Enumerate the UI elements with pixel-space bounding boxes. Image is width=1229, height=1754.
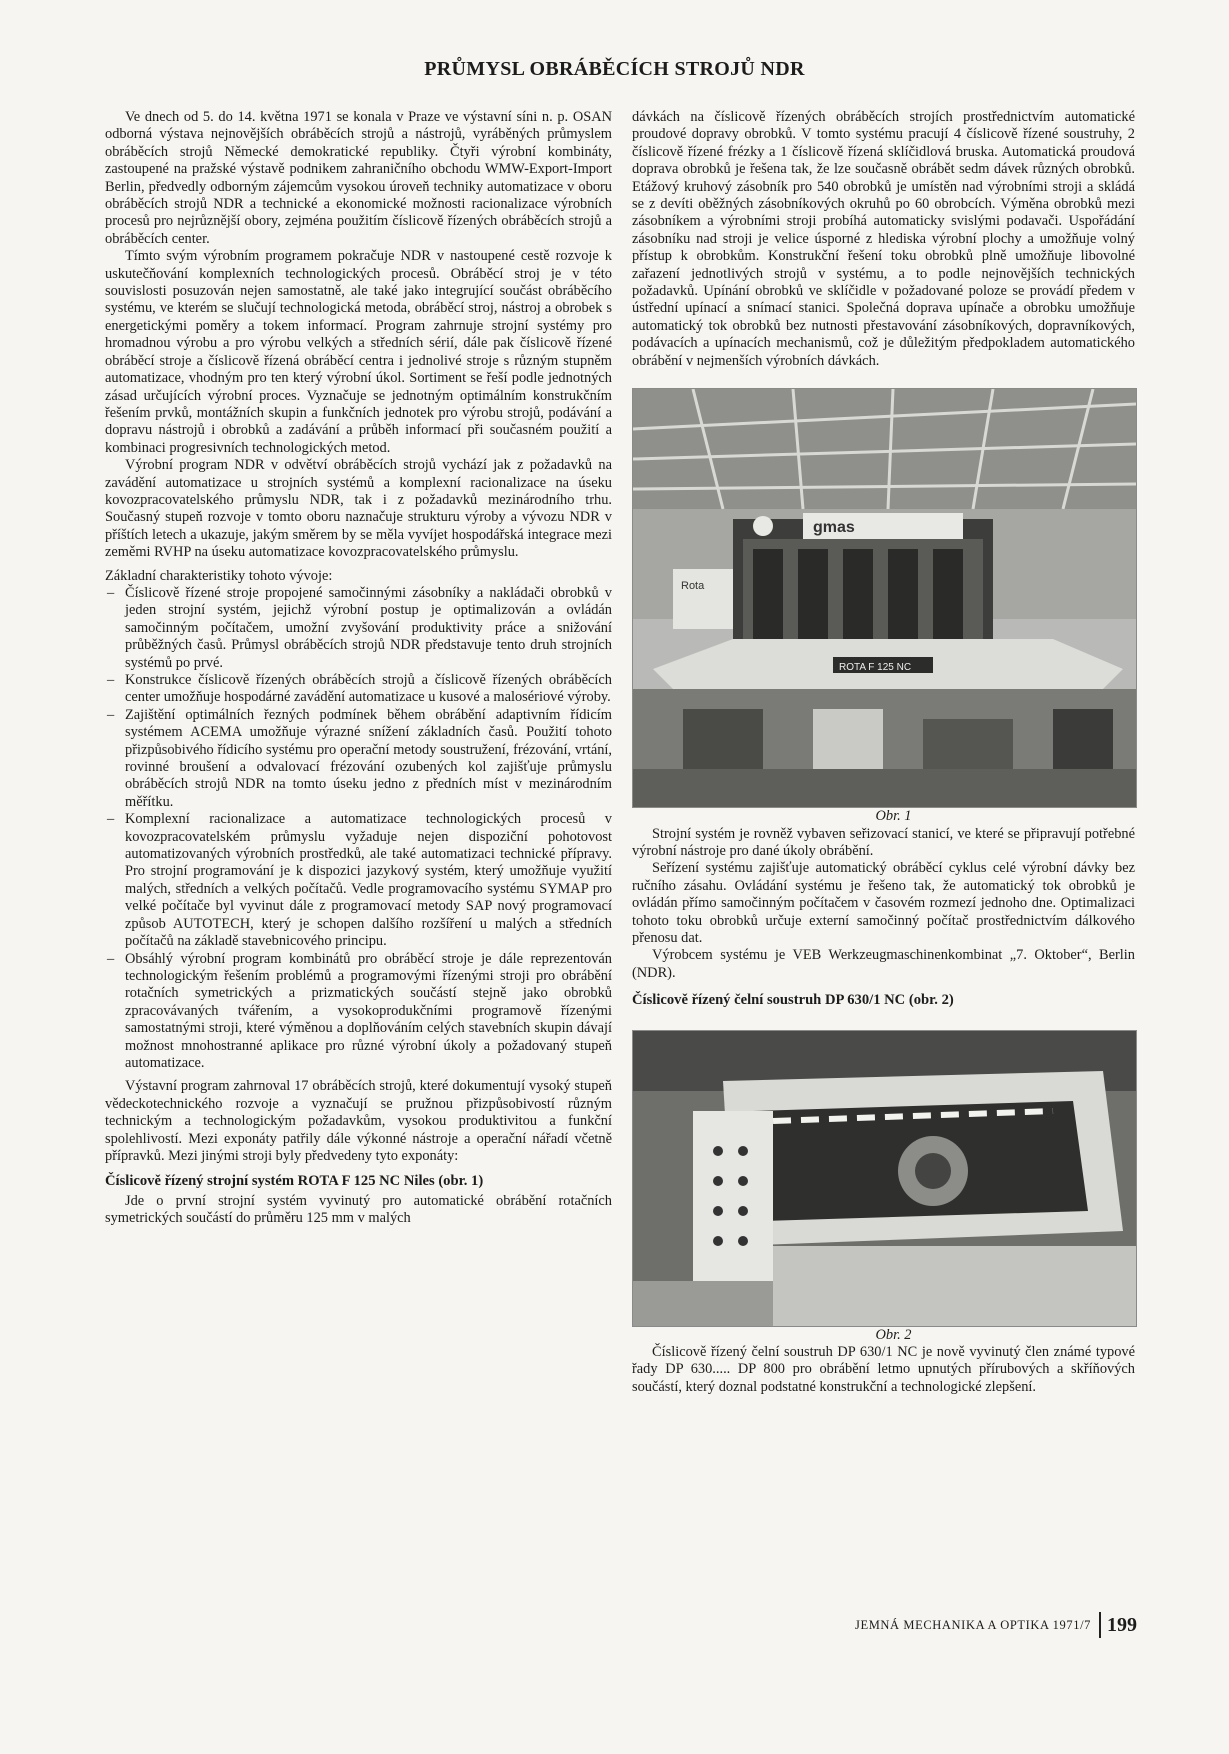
sign-gmas: gmas [813, 519, 855, 537]
characteristics-list [105, 585, 612, 1072]
page-number: 199 [1107, 1613, 1137, 1636]
right-column [632, 109, 1135, 1396]
figure-1-photo [632, 388, 1137, 808]
paragraph-dp630: Číslicově řízený čelní soustruh DP 630/1 NC je nově vyvinutý člen známé typové řady DP 630..... DP 800 pro obrábění letmo upnutých přírubových a skříňových součástí, který doznal podstatné konstrukční a technologické zlepšení. [632, 1343, 1135, 1395]
paragraph-exhibits: Výstavní program zahrnoval 17 obráběcích strojů, které dokumentují vysoký stupeň vědeckotechnického rozvoje a vyznačují se pružnou přizpůsobivostí různým technickým a technologickým požadavkům, vysokou produktivitou a funkční spolehlivostí. Mezi exponáty patřily dále výkonné nástroje a operační nářadí včetně přípravků. Mezi jinými stroji byly předvedeny tyto exponáty: [105, 1078, 612, 1164]
left-column [105, 109, 612, 1228]
paragraph-rota-continued: dávkách na číslicově řízených obráběcích strojích prostřednictvím automatické proudové dopravy obrobků. V tomto systému pracují 4 číslicově řízené soustruhy, 2 číslicově řízené frézky a 1 číslicově řízená sklíčidlová bruska. Automatická proudová doprava obrobků je řešena tak, že lze současně obrábět sedm dávek různých obrobků. Etážový kruhový zásobník pro 540 obrobků je umístěn nad výrobními stroji a skládá se z devíti oběžných zásobníkových okruhů po 60 obrobcích. Výměna obrobků mezi zásobníkem a výrobními stroji probíhá automaticky svislými podavači. Uspořádání zásobníku nad stroji je velice úsporné z hlediska výrobní plochy a umožňuje volný přístup k obrobkům. Konstrukční řešení toku obrobků plně umožňuje libovolné zařazení jednotlivých strojů v systému, a to podle nejnovějších technických požadavků. Upínání obrobků ve sklíčidle v požadované poloze se provádí předem v ústřední upínací a snímací stanici. Společná doprava upínače a obrobku umožňuje automatický tok obrobků bez nutnosti přestavování zásobníkových, dopravníkových, podávacích a upínacích mechanismů, což je důležitým předpokladem automatického obrábění v nejmenších výrobních dávkách. [632, 109, 1135, 369]
emblem-icon [753, 516, 773, 536]
figure-2-caption: Obr. 2 [875, 1326, 912, 1343]
list-item: – Zajištění optimálních řezných podmínek během obrábění adaptivním řídicím systémem ACEMA umožňuje výrazné snížení základních časů. Použití tohoto přizpůsobivého řídicího systému pro operační metody soustružení, frézování, vrtání, rovinné broušení a odvalovací frézování ozubených kol zajišťuje průmyslu obráběcích strojů NDR na tomto úseku jedno z předních míst v mezinárodním měřítku. [105, 707, 612, 811]
intro-paragraph: Ve dnech od 5. do 14. května 1971 se konala v Praze ve výstavní síni n. p. OSAN odborná výstava nejnovějších obráběcích strojů a nástrojů, vyráběných průmyslem obráběcích strojů Německé demokratické republiky. Čtyři výrobní kombináty, zastoupené na pražské výstavě podnikem zahraničního obchodu WMW-Export-Import Berlin, předvedly odborným zájemcům vysokou úroveň techniky automatizace v oboru obráběcích strojů NDR a technické a ekonomické možnosti racionalizace výrobních procesů pro nejrůznější obory, zejména použitím číslicově řízených obráběcích strojů a obráběcích center. [105, 109, 612, 247]
list-item: – Komplexní racionalizace a automatizace technologických procesů v kovozpracovatelském průmyslu vyžaduje nejen dispoziční pohotovost automatizovaných výrobních prostředků, ale také automatizaci technické přípravy. Pro strojní programování je k dispozici jazykový systém, který umožňuje využití malých, středních a velkých počítačů. Vedle programovacího systému SYMAP pro velké počítače byl vyvinut dále z programovací metody SAP nový programovací způsob AUTOTECH, který je schopen dalšího rozšíření u malých a středních počítačů na základě stavebnicového principu. [105, 811, 612, 950]
paragraph-ndr-program: Výrobní program NDR v odvětví obráběcích strojů vychází jak z požadavků na zavádění automatizace u strojních systémů a komplexní racionalizace na úseku kovozpracovatelského průmyslu NDR, tak i z požadavků mezinárodního trhu. Současný stupeň rozvoje v tomto oboru naznačuje strukturu výroby a vývozu NDR v příštích letech a ukazuje, jakým směrem by se měla vyvíjet hospodářská integrace mezi zeměmi RVHP na úseku automatizace kovozpracovatelského průmyslu. [105, 457, 612, 561]
list-item: – Obsáhlý výrobní program kombinátů pro obráběcí stroje je dále reprezentován technologickým řešením problémů a programovými řízenými stroji pro obrábění rotačních symetrických a prizmatických součástí stejně jako obrobků zpracovávaných tvářením, a vysokoprodukčními programově řízenými samostatnými stroji, které výměnou a doplňováním celých stavebních skupin dávají možnost mnohostranné aplikace pro různé výrobní úkoly a požadovaný stupeň automatizace. [105, 951, 612, 1073]
paragraph-manufacturer: Výrobcem systému je VEB Werkzeugmaschinenkombinat „7. Oktober“, Berlin (NDR). [632, 947, 1135, 981]
paragraph-rota: Jde o první strojní systém vyvinutý pro automatické obrábění rotačních symetrických součástí do průměru 125 mm v malých [105, 1192, 612, 1227]
list-intro: Základní charakteristiky tohoto vývoje: [105, 567, 333, 584]
sign-rota: Rota [681, 580, 705, 593]
section-heading-dp630: Číslicově řízený čelní soustruh DP 630/1 NC (obr. 2) [632, 992, 954, 1009]
paragraph-setup: Seřízení systému zajišťuje automatický obráběcí cyklus celé výrobní dávky bez ručního zásahu. Ovládání systému je řešeno tak, že automatický tok obrobků je ovládán přímo samočinným počítačem v časovém rozmezí jednoho dne. Optimalizaci tohoto toku obrobků určuje externí samočinný počítač prostřednictvím dálkového přenosu dat. [632, 860, 1135, 946]
lathe-image [633, 1031, 1136, 1326]
figure-2-photo [632, 1030, 1137, 1327]
footer-divider [1099, 1612, 1101, 1638]
page-footer [855, 1612, 1137, 1638]
list-item: – Číslicově řízené stroje propojené samočinnými zásobníky a nakládači obrobků v jeden strojní systém, jejichž výrobní postup je optimalizován a ovládán samočinným počítačem, umožní zvyšování produktivity práce a snižování průběžných časů. Průmysl obráběcích strojů NDR představuje tento druh strojních systémů po prvé. [105, 585, 612, 672]
sign-rota-f125: ROTA F 125 NC [839, 662, 912, 674]
paragraph-program: Tímto svým výrobním programem pokračuje NDR v nastoupené cestě rozvoje k uskutečňování komplexních technologických procesů. Obráběcí stroj je v této souvislosti posuzován nejen samostatně, ale také jako integrující součást obráběcího systému, ve kterém se slučují technologická metoda, obráběcí stroj, nástroj a obrobek s energetickými poměry a tokem informací. Program zahrnuje strojní systémy pro hromadnou výrobu a pro výrobu velkých a středních sérií, dále pak číslicově řízené obráběcí stroje a číslicově řízená obráběcí centra i jednolivé stroje s různým stupněm automatizace, vhodným pro ten který výrobní úkol. Sortiment se řeší podle jednotných zásad určujících výrobní proces. Vyznačuje se jednotným optimálním konstrukčním řešením prvků, montážních skupin a funkčních jednotek pro výrobu strojů, podávání a dopravu nástrojů i obrobků a zadávání a průběh informací při současném použití a kombinaci progresivních technologických metod. [105, 248, 612, 456]
figure-1-caption: Obr. 1 [875, 808, 912, 825]
page-title: PRŮMYSL OBRÁBĚCÍCH STROJŮ NDR [424, 58, 805, 80]
list-item: – Konstrukce číslicově řízených obráběcích strojů a číslicově řízených obráběcích center umožňuje hospodárné zavádění automatizace u kusové a malosériové výroby. [105, 672, 612, 707]
exhibition-hall-image [633, 389, 1136, 807]
section-heading-rota: Číslicově řízený strojní systém ROTA F 125 NC Niles (obr. 1) [105, 1173, 484, 1190]
journal-name: JEMNÁ MECHANIKA A OPTIKA 1971/7 [855, 1617, 1091, 1632]
paragraph-setup-station: Strojní systém je rovněž vybaven seřizovací stanicí, ve které se připravují potřebné výrobní nástroje pro dané úkoly obrábění. [632, 825, 1135, 859]
